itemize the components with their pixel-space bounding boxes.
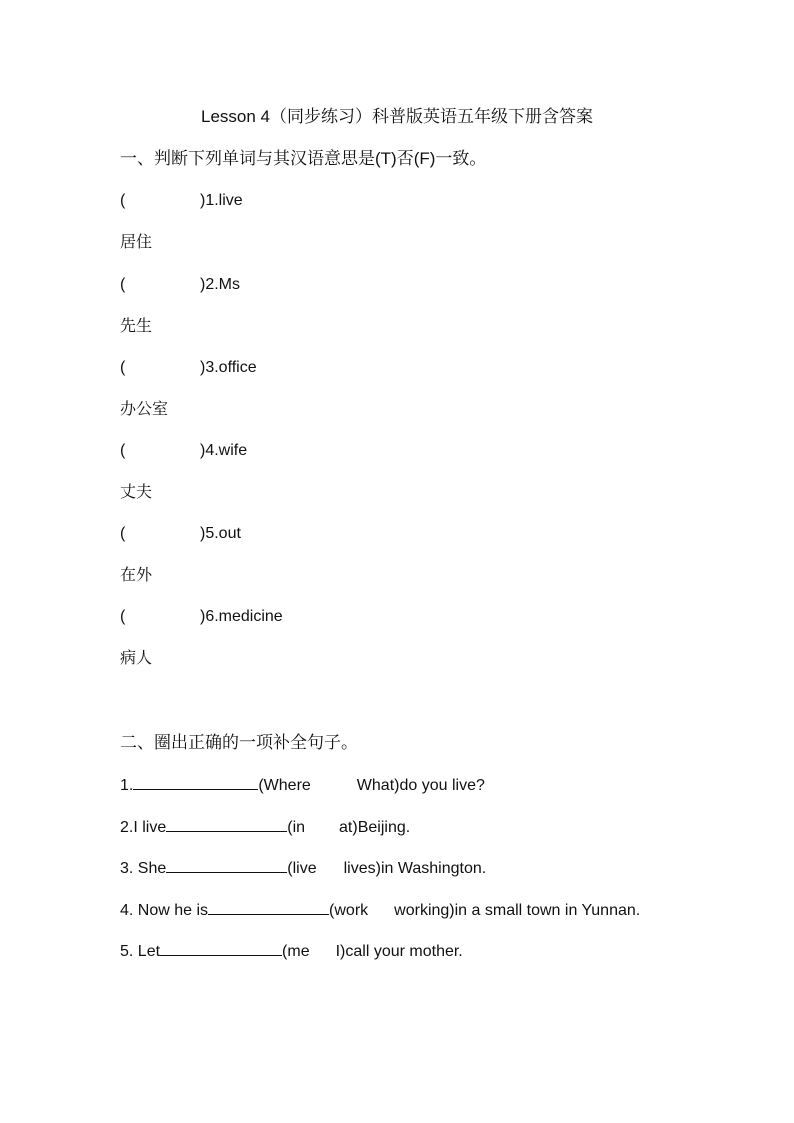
judge-item-3 <box>120 357 257 379</box>
judge-meaning-5: 在外 <box>120 567 153 584</box>
answer-blank[interactable] <box>166 856 287 873</box>
choice-prefix: 3. She <box>120 860 167 877</box>
choice-option-2[interactable]: lives)in Washington. <box>343 860 487 877</box>
choice-option-1[interactable]: (me <box>282 943 310 960</box>
judge-word: )6.medicine <box>200 608 283 625</box>
judge-item-1 <box>120 190 243 212</box>
choice-item-1 <box>120 773 485 797</box>
choice-option-2[interactable]: working)in a small town in Yunnan. <box>394 902 641 919</box>
judge-item-5 <box>120 523 241 545</box>
choice-item-4 <box>120 898 640 922</box>
judge-meaning-1: 居住 <box>120 234 153 251</box>
choice-item-3 <box>120 856 486 880</box>
judge-word: )3.office <box>200 359 257 376</box>
choice-option-1[interactable]: (Where <box>258 777 311 794</box>
answer-paren[interactable]: ( <box>120 192 126 209</box>
answer-paren[interactable]: ( <box>120 608 126 625</box>
choice-prefix: 4. Now he is <box>120 902 209 919</box>
judge-meaning-6: 病人 <box>120 650 153 667</box>
choice-prefix: 1. <box>120 777 134 794</box>
choice-option-2[interactable]: at)Beijing. <box>339 819 411 836</box>
answer-paren[interactable]: ( <box>120 359 126 376</box>
judge-word: )1.live <box>200 192 243 209</box>
choice-option-1[interactable]: (work <box>329 902 369 919</box>
answer-blank[interactable] <box>160 939 282 956</box>
choice-prefix: 5. Let <box>120 943 161 960</box>
judge-meaning-3: 办公室 <box>120 401 169 418</box>
answer-blank[interactable] <box>133 773 258 790</box>
judge-meaning-2: 先生 <box>120 318 153 335</box>
choice-prefix: 2.I live <box>120 819 167 836</box>
section1-heading: 一、判断下列单词与其汉语意思是(T)否(F)一致。 <box>120 149 487 168</box>
choice-option-1[interactable]: (in <box>287 819 306 836</box>
choice-option-2[interactable]: I)call your mother. <box>335 943 463 960</box>
judge-item-6 <box>120 606 283 628</box>
judge-item-4 <box>120 440 247 462</box>
choice-item-5 <box>120 939 463 963</box>
judge-meaning-4: 丈夫 <box>120 484 153 501</box>
answer-blank[interactable] <box>166 815 287 832</box>
page-title: Lesson 4（同步练习）科普版英语五年级下册含答案 <box>201 107 593 126</box>
section2-heading: 二、圈出正确的一项补全句子。 <box>120 733 358 752</box>
judge-word: )5.out <box>200 525 241 542</box>
answer-paren[interactable]: ( <box>120 525 126 542</box>
choice-option-1[interactable]: (live <box>287 860 317 877</box>
judge-word: )2.Ms <box>200 276 240 293</box>
choice-option-2[interactable]: What)do you live? <box>356 777 485 794</box>
answer-blank[interactable] <box>208 898 329 915</box>
choice-item-2 <box>120 815 410 839</box>
answer-paren[interactable]: ( <box>120 276 126 293</box>
judge-word: )4.wife <box>200 442 248 459</box>
answer-paren[interactable]: ( <box>120 442 126 459</box>
judge-item-2 <box>120 274 240 296</box>
